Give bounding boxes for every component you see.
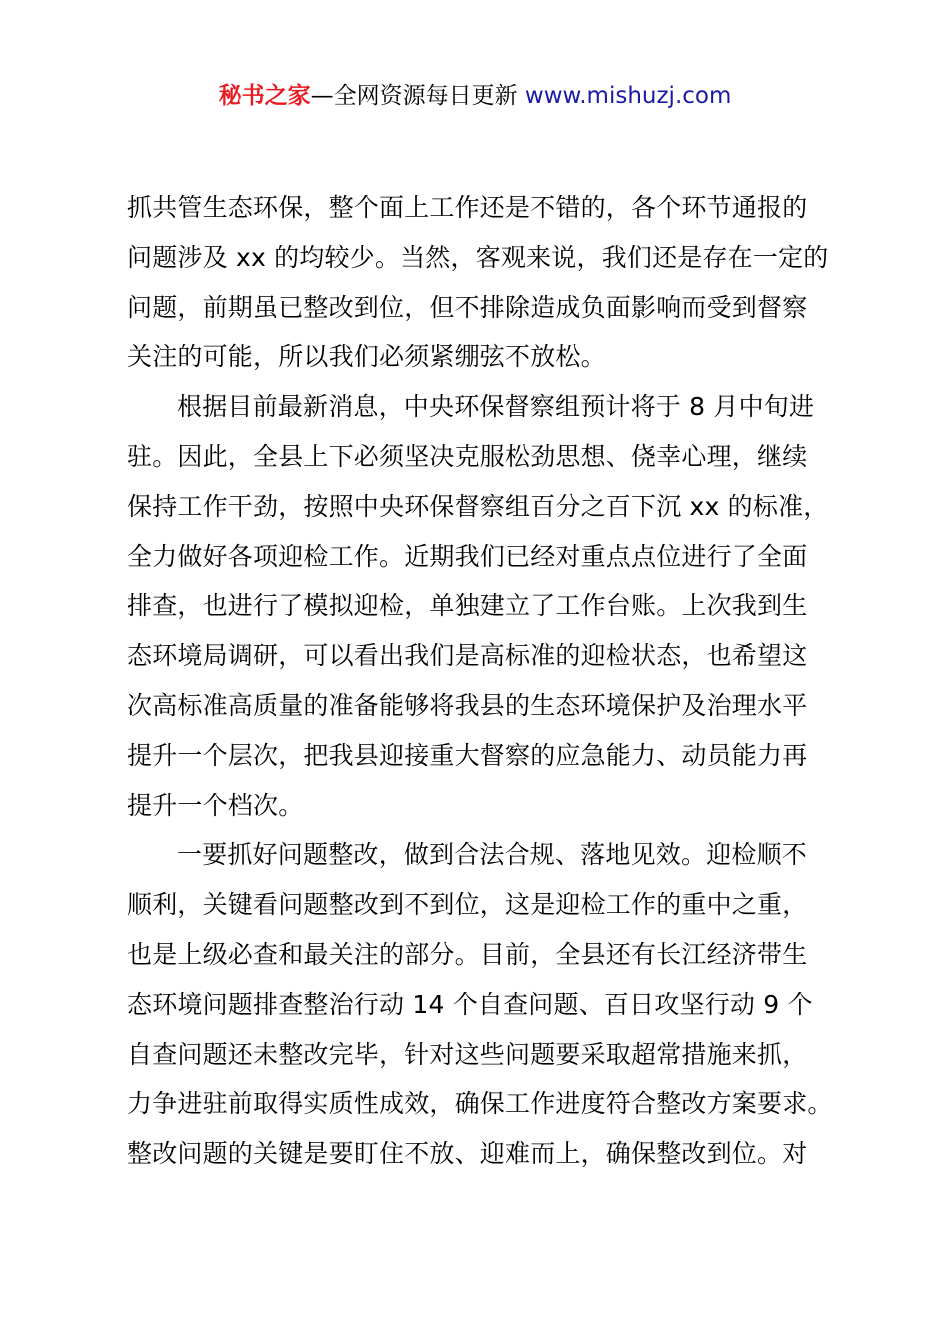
paragraph-start-line: 根据目前最新消息，中央环保督察组预计将于 8 月中旬进: [177, 392, 815, 422]
text-line: 次高标准高质量的准备能够将我县的生态环境保护及治理水平: [127, 690, 808, 720]
text-line: 整改问题的关键是要盯住不放、迎难而上，确保整改到位。对: [127, 1139, 808, 1169]
text-line: 排查，也进行了模拟迎检，单独建立了工作台账。上次我到生: [127, 591, 808, 621]
text-line: 保持工作干劲，按照中央环保督察组百分之百下沉 xx 的标准，: [127, 491, 829, 521]
text-line: 问题，前期虽已整改到位，但不排除造成负面影响而受到督察: [127, 292, 808, 322]
header-url[interactable]: www.mishuzj.com: [524, 83, 732, 109]
header-brand: 秘书之家: [218, 83, 311, 109]
paragraph-start-line: 一要抓好问题整改，做到合法合规、落地见效。迎检顺不: [177, 840, 808, 870]
text-line: 态环境局调研，可以看出我们是高标准的迎检状态，也希望这: [127, 641, 808, 671]
text-line: 抓共管生态环保，整个面上工作还是不错的，各个环节通报的: [127, 193, 808, 222]
text-line: 关注的可能，所以我们必须紧绷弦不放松。: [127, 342, 606, 372]
text-line: 也是上级必查和最关注的部分。目前，全县还有长江经济带生: [127, 939, 808, 969]
page-header: [0, 80, 950, 112]
text-line: 提升一个层次，把我县迎接重大督察的应急能力、动员能力再: [127, 740, 808, 770]
text-line: 全力做好各项迎检工作。近期我们已经对重点点位进行了全面: [127, 541, 808, 571]
header-tagline: —全网资源每日更新: [310, 83, 518, 109]
text-line: 态环境问题排查整治行动 14 个自查问题、百日攻坚行动 9 个: [127, 989, 813, 1019]
text-line: 自查问题还未整改完毕，针对这些问题要采取超常措施来抓，: [127, 1039, 808, 1069]
document-body: [127, 183, 835, 1179]
text-line: 顺利，关键看问题整改到不到位，这是迎检工作的重中之重，: [127, 890, 808, 920]
text-line: 提升一个档次。: [127, 790, 304, 820]
text-line: 驻。因此，全县上下必须坚决克服松劲思想、侥幸心理，继续: [127, 441, 808, 471]
text-line: 问题涉及 xx 的均较少。当然，客观来说，我们还是存在一定的: [127, 242, 829, 272]
text-line: 力争进驻前取得实质性成效，确保工作进度符合整改方案要求。: [127, 1089, 833, 1119]
